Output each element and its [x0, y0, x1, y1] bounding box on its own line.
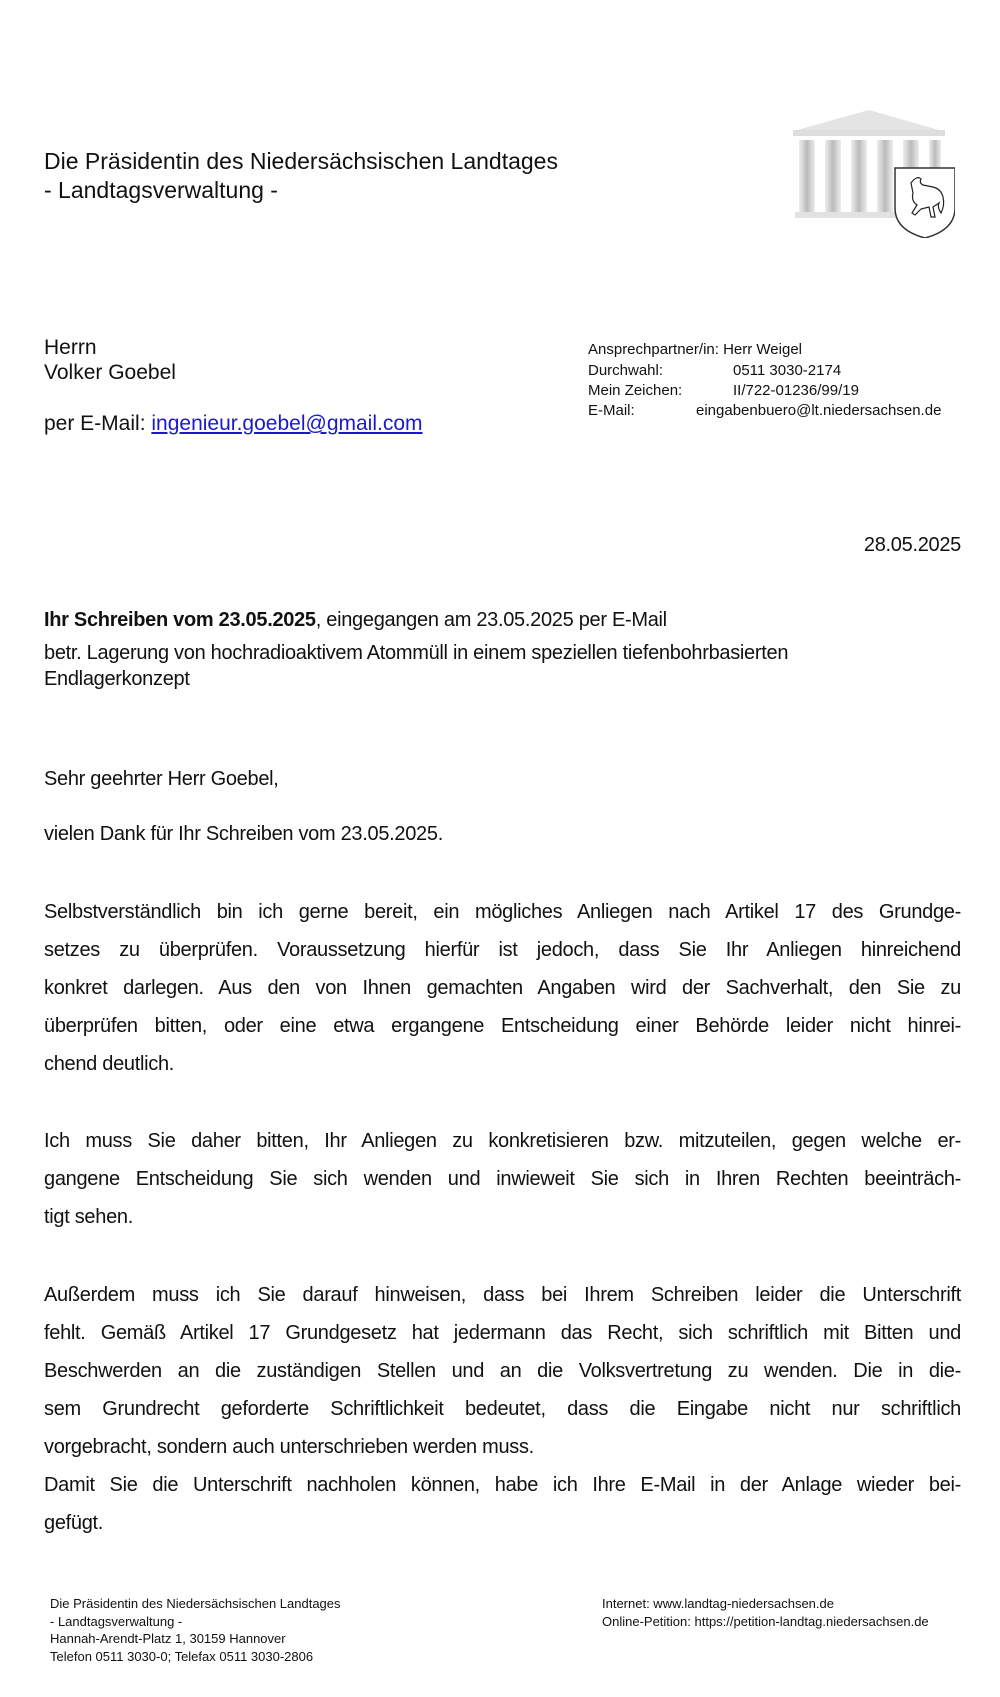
recipient-name: Volker Goebel [44, 361, 176, 384]
recipient-email-line [44, 412, 423, 436]
phone-value: 0511 3030-2174 [733, 362, 842, 379]
paragraph-line: fehlt. Gemäß Artikel 17 Grundgesetz hat jedermann das Recht, sich schriftlich mit Bitten und [44, 1322, 961, 1344]
recipient-salutation: Herrn [44, 336, 97, 359]
paragraph-line: gefügt. [44, 1512, 104, 1534]
recipient-email-link[interactable]: ingenieur.goebel@gmail.com [151, 412, 423, 435]
footer-left-line: Hannah-Arendt-Platz 1, 30159 Hannover [50, 1631, 286, 1646]
letter-date: 28.05.2025 [863, 534, 961, 556]
paragraph-line: sem Grundrecht geforderte Schriftlichkeit bedeutet, dass die Eingabe nicht nur schriftlich [44, 1398, 961, 1420]
sender-subtitle: - Landtagsverwaltung - [44, 177, 278, 203]
footer-address [50, 1595, 341, 1665]
sender-title: Die Präsidentin des Niedersächsischen Landtages [44, 148, 558, 174]
paragraph-line: tigt sehen. [44, 1206, 133, 1228]
paragraph-line: Selbstverständlich bin ich gerne bereit, ein mögliches Anliegen nach Artikel 17 des Grundge- [44, 901, 961, 923]
footer-online-petition: Online-Petition: https://petition-landtag.niedersachsen.de [602, 1613, 929, 1629]
paragraph-line: Beschwerden an die zuständigen Stellen und an die Volksvertretung zu wenden. Die in die- [44, 1360, 961, 1382]
contact-email-value: eingabenbuero@lt.niedersachsen.de [696, 402, 942, 419]
paragraph-line: chend deutlich. [44, 1053, 175, 1075]
footer-left-line: - Landtagsverwaltung - [50, 1613, 183, 1629]
reference-value: II/722-01236/99/19 [733, 382, 859, 399]
contact-person-label: Ansprechpartner/in: [588, 341, 719, 358]
subject-bold: Ihr Schreiben vom 23.05.2025 [44, 609, 316, 631]
footer-left-line: Die Präsidentin des Niedersächsischen Landtages [50, 1596, 341, 1611]
subject-rest: , eingegangen am 23.05.2025 per E-Mail [315, 609, 667, 631]
footer-left-line: Telefon 0511 3030-0; Telefax 0511 3030-2806 [50, 1648, 314, 1664]
paragraph-line: setzes zu überprüfen. Voraussetzung hierfür ist jedoch, dass Sie Ihr Anliegen hinreichend [44, 939, 961, 961]
landtag-logo [783, 108, 955, 238]
subject-betr-1: betr. Lagerung von hochradioaktivem Atommüll in einem speziellen tiefenbohrbasierten [44, 642, 789, 664]
subject-betr-2: Endlagerkonzept [44, 668, 190, 690]
paragraph-line: überprüfen bitten, oder eine etwa ergangene Entscheidung einer Behörde leider nicht hinrei- [44, 1015, 961, 1037]
paragraph-line: vorgebracht, sondern auch unterschrieben werden muss. [44, 1436, 534, 1458]
contact-person-value: Herr Weigel [723, 341, 802, 358]
reference-label: Mein Zeichen: [588, 382, 683, 399]
paragraph-line: konkret darlegen. Aus den von Ihnen gemachten Angaben wird der Sachverhalt, den Sie zu [44, 977, 961, 999]
subject-line [44, 609, 667, 632]
paragraph-line: Außerdem muss ich Sie darauf hinweisen, dass bei Ihrem Schreiben leider die Unterschrift [44, 1284, 961, 1306]
greeting: Sehr geehrter Herr Goebel, [44, 768, 279, 790]
contact-email-label: E-Mail: [588, 402, 635, 419]
footer-links [602, 1595, 929, 1630]
paragraph-line: Damit Sie die Unterschrift nachholen können, habe ich Ihre E-Mail in der Anlage wieder bei- [44, 1474, 961, 1496]
paragraph-line: Ich muss Sie daher bitten, Ihr Anliegen zu konkretisieren bzw. mitzuteilen, gegen welche er- [44, 1130, 961, 1152]
contact-person [588, 341, 802, 358]
paragraph-line: gangene Entscheidung Sie sich wenden und inwieweit Sie sich in Ihren Rechten beeinträch- [44, 1168, 961, 1190]
footer-internet: Internet: www.landtag-niedersachsen.de [602, 1596, 834, 1611]
intro-sentence: vielen Dank für Ihr Schreiben vom 23.05.2025. [44, 823, 443, 845]
phone-label: Durchwahl: [588, 362, 664, 379]
recipient-email-label: per E-Mail: [44, 412, 152, 435]
